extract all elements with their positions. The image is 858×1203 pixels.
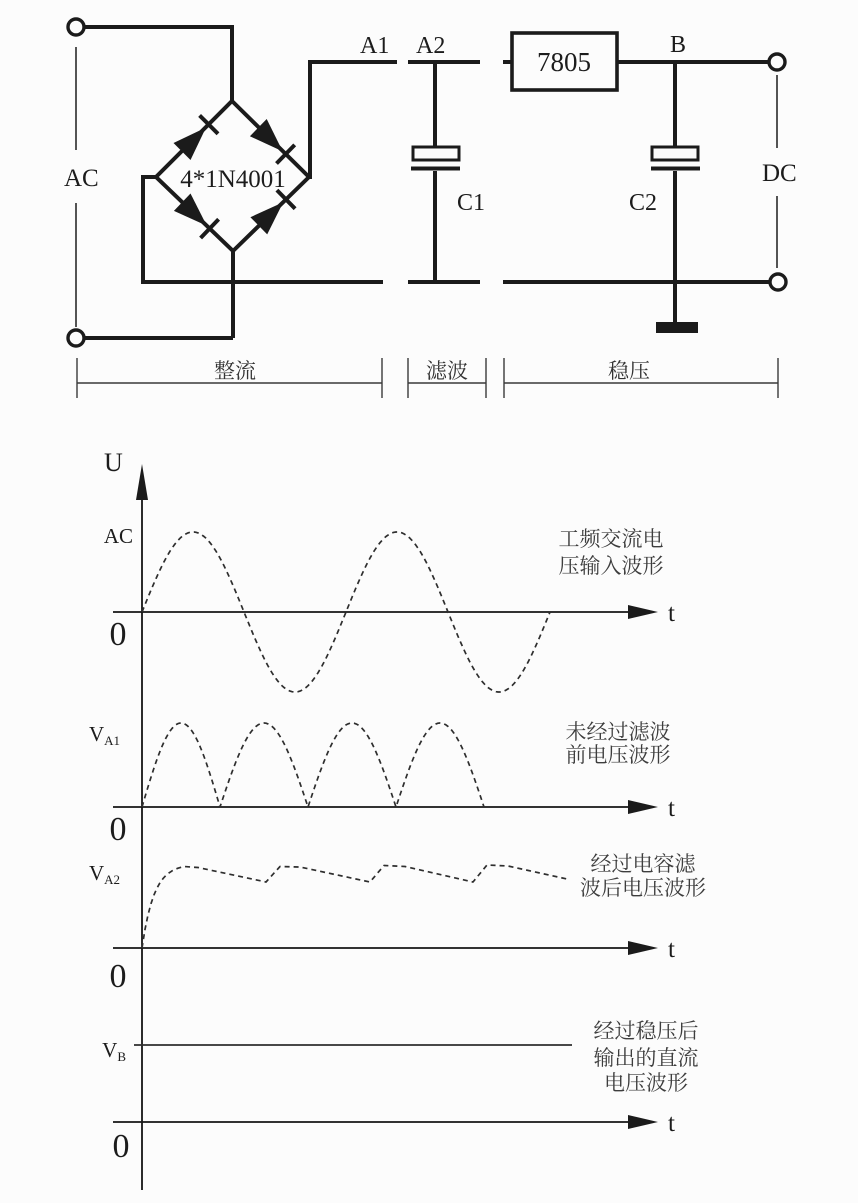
dc-terminal-positive [769, 54, 785, 70]
origin-label-3: 0 [109, 958, 127, 995]
row4-annotation-line3: 电压波形 [604, 1071, 688, 1095]
u-axis-label: U [104, 448, 123, 477]
t-axis-arrow-icon-1 [628, 605, 658, 619]
dc-terminal-negative [770, 274, 786, 290]
regulator-7805 [512, 33, 617, 90]
node-a1-label: A1 [360, 33, 390, 59]
origin-label-4: 0 [112, 1128, 130, 1165]
t-label-2: t [668, 795, 675, 822]
row4-label [102, 1038, 126, 1064]
t-axis-arrow-icon-3 [628, 941, 658, 955]
row1-annotation-line2: 压输入波形 [558, 554, 664, 578]
ac-terminal-bottom [68, 330, 84, 346]
row2-annotation-line2: 前电压波形 [565, 743, 671, 767]
node-b-label: B [670, 32, 687, 58]
row3-annotation-line1: 经过电容滤 [590, 852, 696, 876]
t-label-3: t [668, 936, 675, 963]
row4-annotation-line2: 输出的直流 [593, 1046, 699, 1070]
node-a2-label: A2 [416, 33, 446, 59]
waveform-row-vb [102, 1019, 698, 1165]
circuit-schematic [64, 19, 797, 398]
waveform-row-va1 [89, 720, 675, 848]
c1-plate-top [413, 147, 459, 160]
c1-label: C1 [457, 190, 486, 216]
t-axis-arrow-icon-4 [628, 1115, 658, 1129]
capacitor-c1 [411, 62, 485, 282]
row2-label-sub: A1 [104, 733, 120, 748]
row3-label [89, 861, 120, 887]
section-rectifier-label: 整流 [214, 359, 256, 383]
waveform-row-ac [104, 524, 675, 692]
rectified-humps-curve [142, 723, 484, 807]
section-regulator-label: 稳压 [608, 359, 650, 383]
row4-annotation-line1: 经过稳压后 [593, 1019, 699, 1043]
row3-annotation-line2: 波后电压波形 [580, 876, 706, 900]
t-label-1: t [668, 600, 675, 627]
dc-output-label: DC [762, 160, 797, 187]
t-axis-arrow-icon-2 [628, 800, 658, 814]
ac-input-label: AC [64, 165, 99, 192]
ac-terminal-top [68, 19, 84, 35]
row4-label-main: V [102, 1038, 118, 1062]
row1-label: AC [103, 524, 133, 548]
row2-label [89, 722, 120, 748]
regulator-label: 7805 [537, 47, 591, 77]
origin-label-1: 0 [109, 616, 127, 653]
row2-label-main: V [88, 722, 105, 746]
section-filter-label: 滤波 [426, 359, 468, 383]
row1-annotation-line1: 工频交流电 [558, 527, 664, 551]
origin-label-2: 0 [109, 811, 127, 848]
capacitor-c2 [629, 62, 700, 333]
filtered-ripple-curve [142, 865, 567, 948]
section-dimension-lines [77, 358, 778, 398]
waveform-plots [89, 448, 706, 1190]
c2-plate-top [652, 147, 698, 160]
wire-bottom-input [84, 251, 233, 338]
row4-label-sub: B [117, 1049, 126, 1064]
bridge-part-label: 4*1N4001 [180, 166, 286, 193]
t-label-4: t [668, 1110, 675, 1137]
u-axis-arrow-icon [136, 464, 148, 500]
row3-label-sub: A2 [104, 872, 120, 887]
c2-label: C2 [629, 190, 658, 216]
wire-positive-rail-1 [308, 62, 397, 177]
wire-top-input [84, 27, 232, 103]
row3-label-main: V [88, 861, 105, 885]
row2-annotation-line1: 未经过滤波 [565, 720, 671, 744]
ground-symbol [656, 322, 698, 333]
waveform-row-va2 [89, 852, 706, 995]
